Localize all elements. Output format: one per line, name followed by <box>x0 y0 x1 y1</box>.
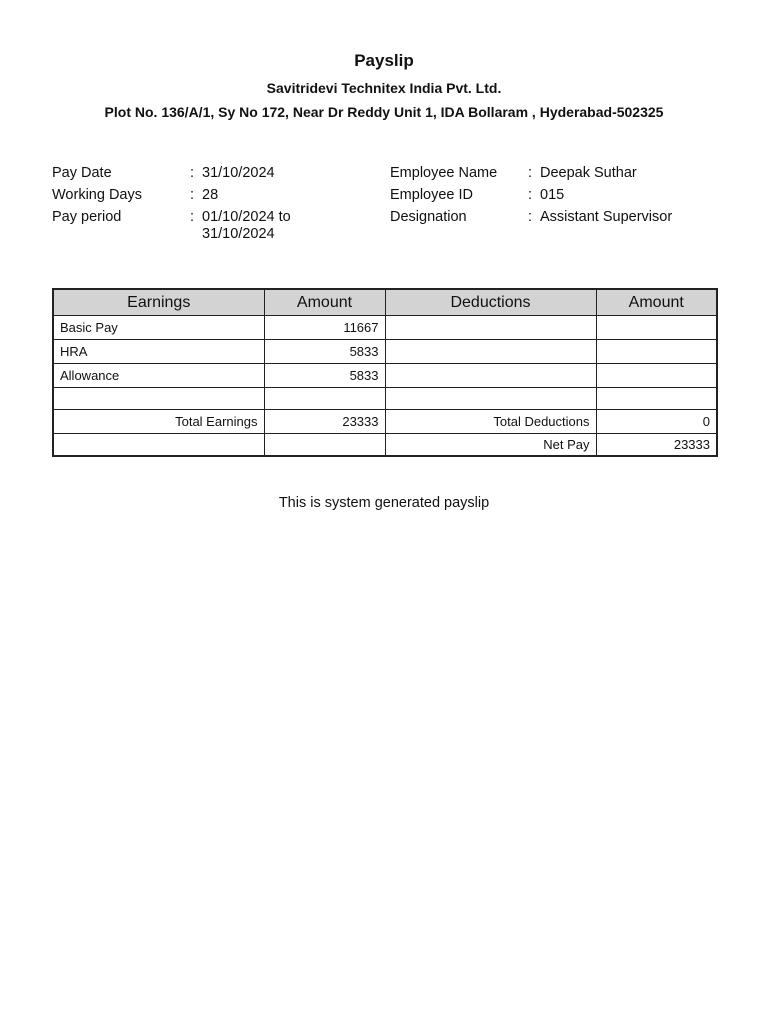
system-generated-note: This is system generated payslip <box>278 495 490 511</box>
table-cell: HRA <box>53 340 264 364</box>
table-cell <box>385 316 596 340</box>
payslip-table <box>52 288 718 457</box>
table-cell <box>264 388 385 410</box>
table-row <box>53 364 717 388</box>
company-address: Plot No. 136/A/1, Sy No 172, Near Dr Reddy Unit 1, IDA Bollaram , Hyderabad-502325 <box>104 104 664 120</box>
pay-period-start: 01/10/2024 to <box>202 209 291 225</box>
deductions-header: Deductions <box>385 289 596 316</box>
earnings-header: Earnings <box>53 289 264 316</box>
working-days-label: Working Days <box>52 187 142 203</box>
employee-id-value: 015 <box>540 187 565 203</box>
table-cell <box>385 364 596 388</box>
table-cell <box>53 434 264 457</box>
table-cell: Basic Pay <box>53 316 264 340</box>
pay-date-label: Pay Date <box>52 165 112 181</box>
table-cell: Allowance <box>53 364 264 388</box>
colon: : <box>528 187 533 203</box>
total-deductions-value: 0 <box>596 410 717 434</box>
totals-row <box>53 410 717 434</box>
pay-period-label: Pay period <box>52 209 122 225</box>
table-cell <box>596 340 717 364</box>
employee-id-label: Employee ID <box>390 187 474 203</box>
table-header-row <box>53 289 717 316</box>
table-cell <box>264 434 385 457</box>
table-cell <box>596 316 717 340</box>
payslip-title: Payslip <box>354 51 414 70</box>
table-row <box>53 340 717 364</box>
total-earnings-label: Total Earnings <box>53 410 264 434</box>
designation-label: Designation <box>390 209 467 225</box>
net-pay-label: Net Pay <box>385 434 596 457</box>
colon: : <box>190 187 195 203</box>
earnings-amount-header: Amount <box>264 289 385 316</box>
table-cell <box>53 388 264 410</box>
colon: : <box>528 165 533 181</box>
total-deductions-label: Total Deductions <box>385 410 596 434</box>
table-cell: 5833 <box>264 340 385 364</box>
working-days-value: 28 <box>202 187 219 203</box>
pay-period-end: 31/10/2024 <box>202 226 275 242</box>
pay-date-value: 31/10/2024 <box>202 165 275 181</box>
table-cell: 11667 <box>264 316 385 340</box>
table-cell <box>385 388 596 410</box>
colon: : <box>190 209 195 225</box>
designation-value: Assistant Supervisor <box>540 209 673 225</box>
company-name: Savitridevi Technitex India Pvt. Ltd. <box>266 80 502 96</box>
table-cell <box>596 388 717 410</box>
table-row <box>53 388 717 410</box>
employee-name-label: Employee Name <box>390 165 498 181</box>
total-earnings-value: 23333 <box>264 410 385 434</box>
employee-name-value: Deepak Suthar <box>540 165 637 181</box>
net-pay-row <box>53 434 717 457</box>
table-cell: 5833 <box>264 364 385 388</box>
colon: : <box>528 209 533 225</box>
table-row <box>53 316 717 340</box>
net-pay-value: 23333 <box>596 434 717 457</box>
deductions-amount-header: Amount <box>596 289 717 316</box>
table-cell <box>385 340 596 364</box>
colon: : <box>190 165 195 181</box>
table-cell <box>596 364 717 388</box>
